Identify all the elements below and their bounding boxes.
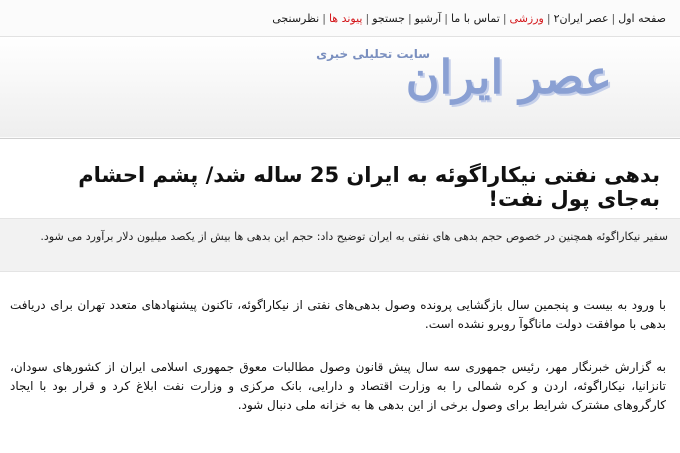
nav-contact[interactable]: تماس با ما xyxy=(450,12,500,25)
nav-separator: | xyxy=(365,12,370,25)
article-headline: بدهی نفتی نیکاراگوئه به ایران 25 ساله شد/ پشم احشام به‌جای پول نفت! xyxy=(78,163,660,211)
nav-archive[interactable]: آرشیو xyxy=(414,12,442,25)
site-logo[interactable]: عصر ایران xyxy=(405,50,612,104)
nav-sports[interactable]: ورزشی xyxy=(509,12,544,25)
nav-separator: | xyxy=(322,12,326,25)
article-paragraph-1: با ورود به بیست و پنجمین سال بازگشایی پرونده وصول بدهی‌های نفتی از نیکاراگوئه، تاکنون پیشنهادهای متعدد تهران برای دریافت بدهی با موافقت دولت ماناگوآ روبرو نشده است. xyxy=(10,298,666,331)
nav-poll[interactable]: نظرسنجی xyxy=(272,12,320,25)
top-nav xyxy=(272,12,666,25)
nav-links[interactable]: پیوند ها xyxy=(328,12,363,25)
article-summary-box xyxy=(0,218,680,272)
nav-separator: | xyxy=(546,12,551,25)
nav-separator: | xyxy=(502,12,507,25)
nav-separator: | xyxy=(444,12,448,25)
article-paragraph-2: به گزارش خبرنگار مهر، رئیس جمهوری سه سال پیش قانون وصول مطالبات معوق جمهوری اسلامی ایران از کشورهای سودان، تانزانیا، نیکاراگوئه، اردن و کره شمالی را به وزارت اقتصاد و دارایی، بانک مرکزی و وزارت نفت ابلاغ کرد و قرار بود با ایجاد کارگروهای مشترک شرایط برای وصول برخی از این بدهی ها به خزانه ملی دنبال شود. xyxy=(10,360,666,412)
article-summary: سفیر نیکاراگوئه همچنین در خصوص حجم بدهی های نفتی به ایران توضیح داد: حجم این بدهی ها بیش از یکصد میلیون دلار برآورد می شود. xyxy=(40,230,668,243)
nav-separator: | xyxy=(611,12,616,25)
site-header xyxy=(0,0,680,139)
nav-asriran2[interactable]: عصر ایران۲ xyxy=(553,12,609,25)
nav-search[interactable]: جستجو xyxy=(372,12,405,25)
site-tagline: سایت تحلیلی خبری xyxy=(316,47,430,61)
nav-separator: | xyxy=(407,12,412,25)
nav-home[interactable]: صفحه اول xyxy=(618,12,666,25)
